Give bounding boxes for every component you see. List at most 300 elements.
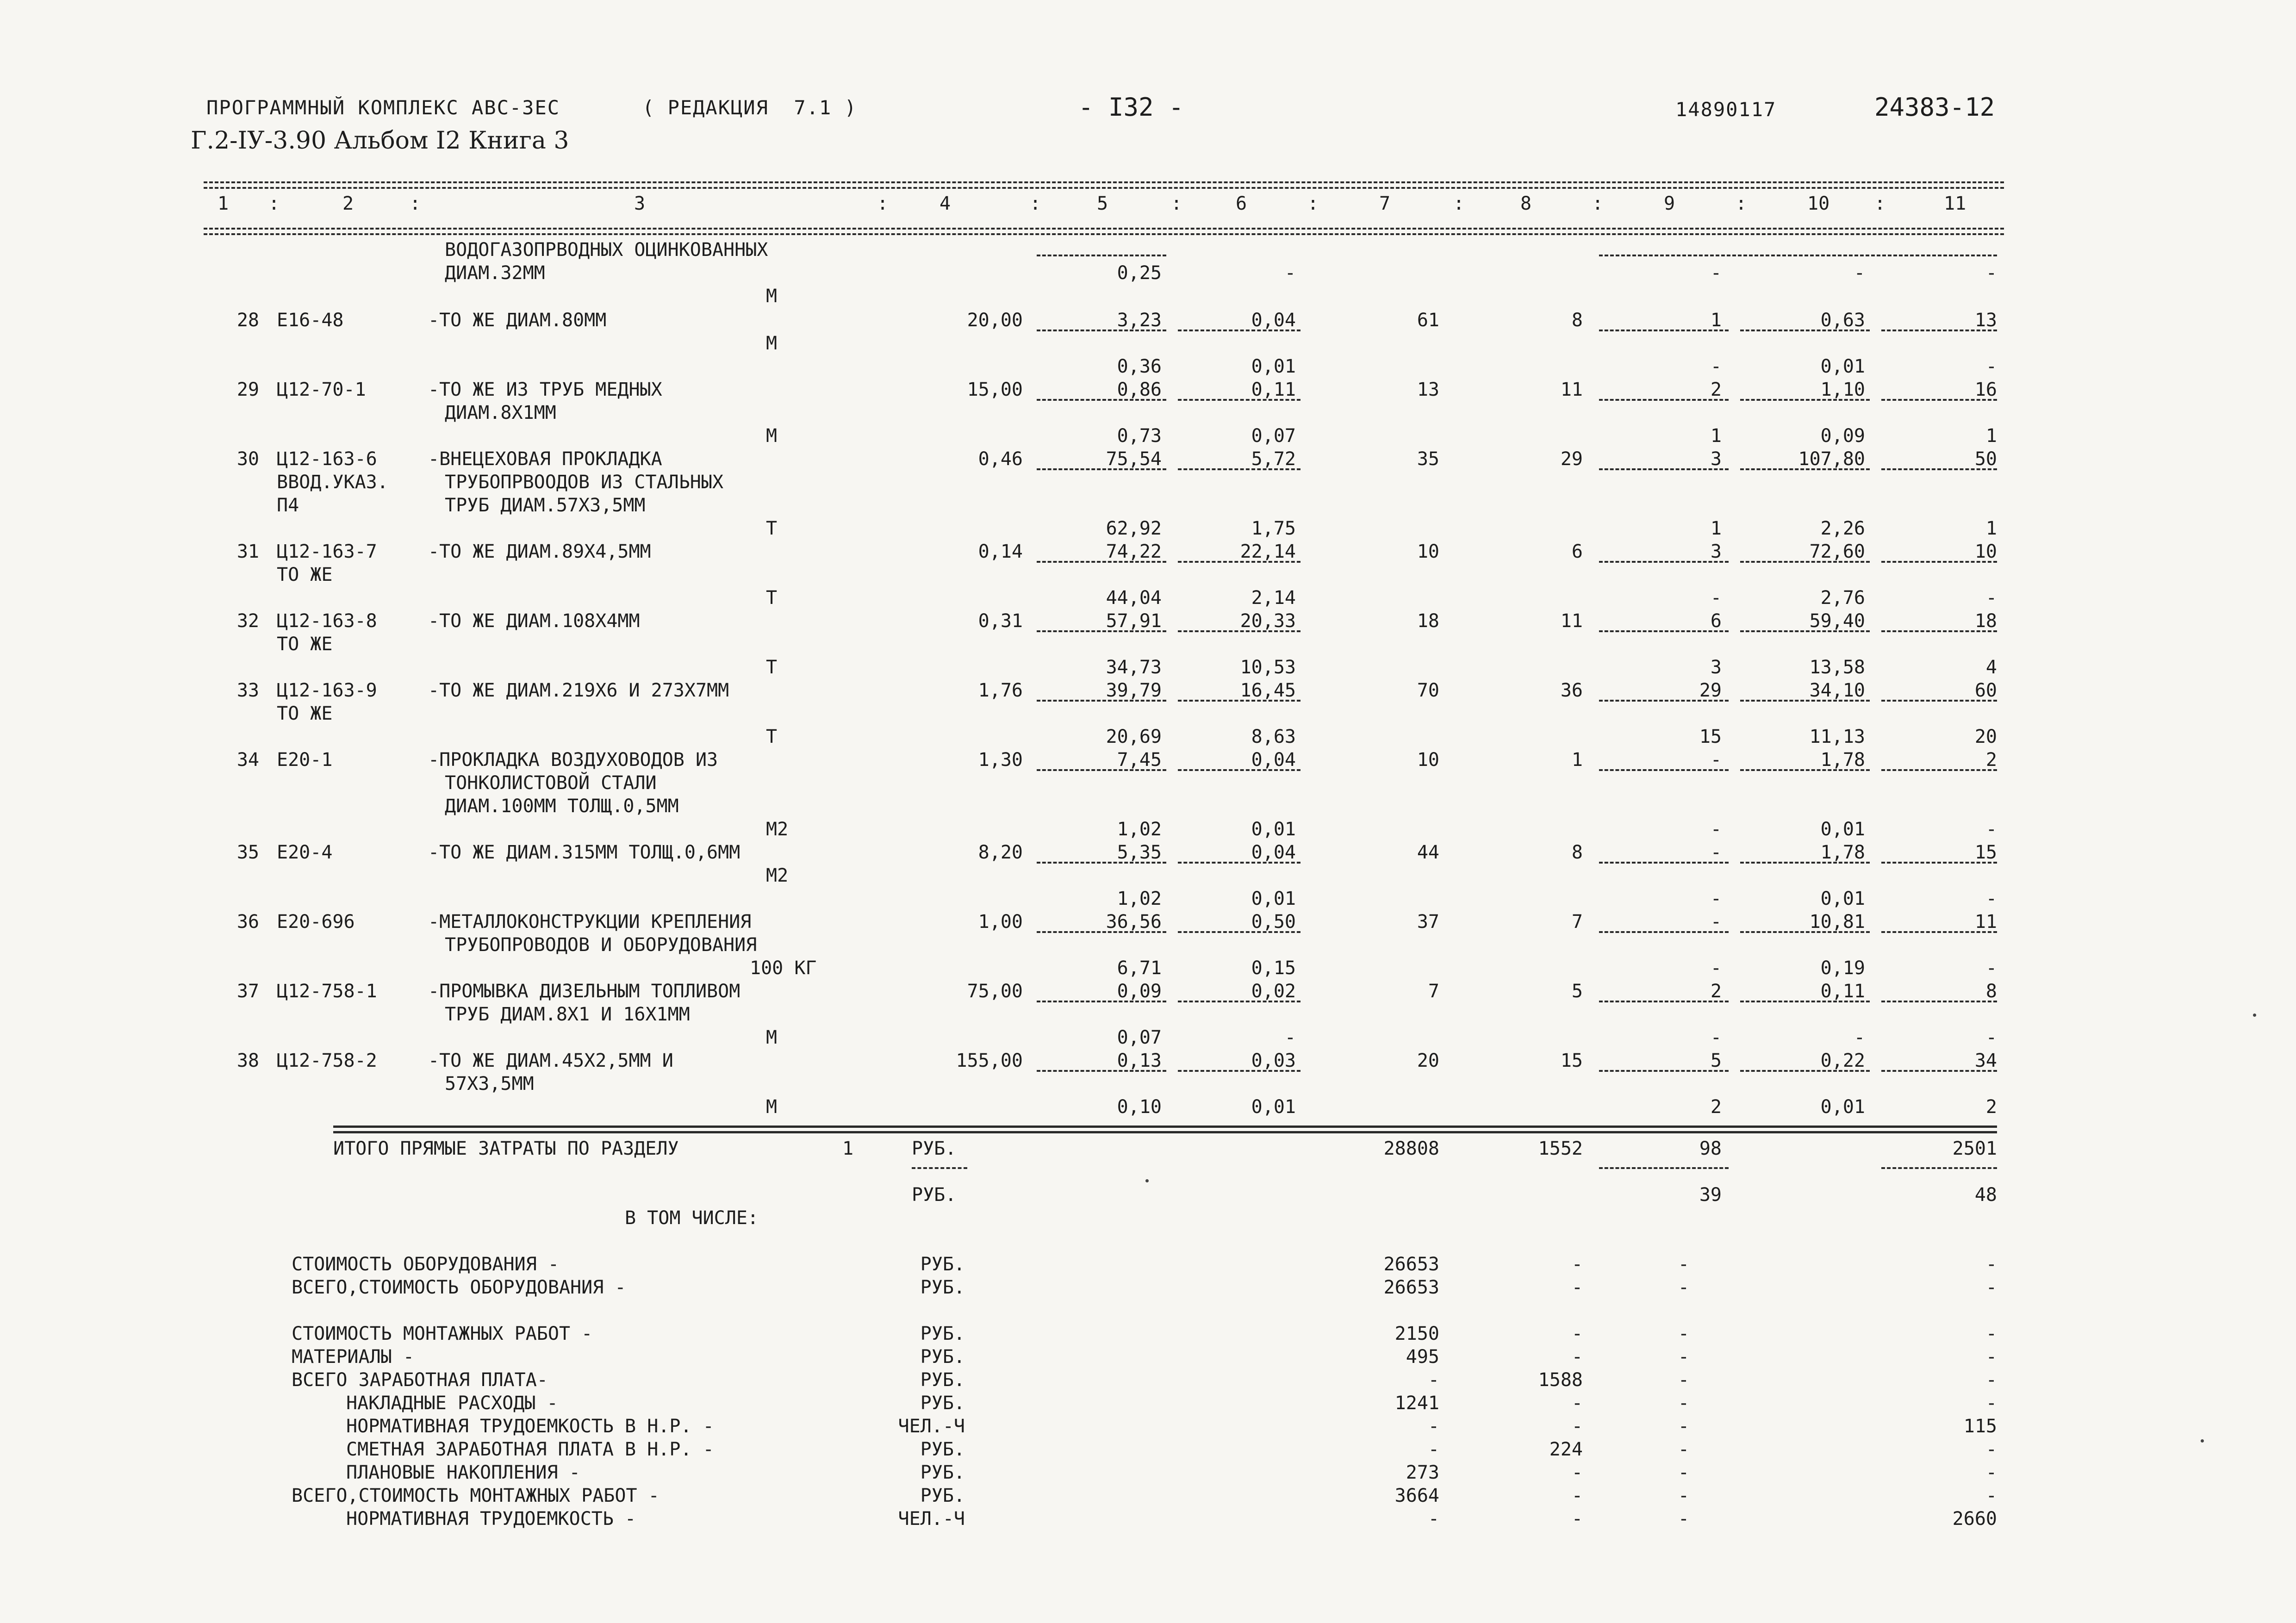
- quantity: 15,00: [967, 379, 1023, 400]
- summary-col9: -: [1678, 1393, 1689, 1414]
- item-description: -ТО ЖЕ ДИАМ.108Х4ММ: [428, 610, 640, 632]
- separator-line: [1599, 862, 1729, 864]
- item-code: Ц12-70-1: [277, 379, 366, 400]
- separator-line: [1178, 330, 1300, 331]
- separator-line: [1037, 1070, 1166, 1072]
- cell-col8: 8: [1571, 310, 1583, 331]
- cell-col5: 0,09: [1117, 981, 1162, 1002]
- cell-col9: -: [1710, 842, 1722, 863]
- edition-label: ( РЕДАКЦИЯ 7.1 ): [642, 96, 857, 119]
- cell-col11: 60: [1974, 680, 1997, 701]
- cell-col6-sub: -: [1284, 1027, 1296, 1048]
- cell-col9: 1: [1710, 310, 1722, 331]
- cell-col5: 36,56: [1106, 911, 1162, 933]
- summary-col8: -: [1571, 1508, 1583, 1530]
- item-description: -ТО ЖЕ ДИАМ.89Х4,5ММ: [428, 541, 651, 562]
- cell-col6: 0,04: [1251, 310, 1296, 331]
- summary-col8: -: [1571, 1462, 1583, 1483]
- separator-line: [912, 1167, 967, 1169]
- total-unit-2: РУБ.: [912, 1184, 957, 1206]
- cell-col7: 7: [1428, 981, 1439, 1002]
- separator-line: [1599, 330, 1729, 331]
- cell-col7: 37: [1417, 911, 1439, 933]
- summary-unit: РУБ.: [920, 1254, 965, 1275]
- separator-line: [1599, 255, 1997, 256]
- cell-col5: 0,25: [1117, 262, 1162, 284]
- cell-col10: 1,10: [1820, 379, 1865, 400]
- column-header-8: 8: [1520, 193, 1532, 214]
- cell-col7: 61: [1417, 310, 1439, 331]
- summary-col7: -: [1428, 1369, 1439, 1391]
- summary-col8: 1588: [1538, 1369, 1583, 1391]
- cell-col5-sub: 0,36: [1117, 356, 1162, 377]
- summary-label: ВСЕГО ЗАРАБОТНАЯ ПЛАТА-: [292, 1369, 548, 1391]
- separator-line: [1740, 862, 1870, 864]
- separator-line: [204, 181, 2004, 183]
- cell-col6-sub: 10,53: [1240, 657, 1296, 678]
- item-description: -ПРОМЫВКА ДИЗЕЛЬНЫМ ТОПЛИВОМ: [428, 981, 740, 1002]
- summary-col8: -: [1571, 1416, 1583, 1437]
- cell-col11-sub: -: [1985, 888, 1997, 909]
- summary-col9: -: [1678, 1254, 1689, 1275]
- summary-col9: -: [1678, 1369, 1689, 1391]
- total-label: ИТОГО ПРЯМЫЕ ЗАТРАТЫ ПО РАЗДЕЛУ: [333, 1138, 679, 1159]
- including-label: В ТОМ ЧИСЛЕ:: [625, 1207, 759, 1229]
- separator-line: [1740, 769, 1870, 771]
- cell-col10: 72,60: [1809, 541, 1865, 562]
- summary-col11: 115: [1963, 1416, 1997, 1437]
- summary-col8: -: [1571, 1254, 1583, 1275]
- cell-col10-sub: 0,19: [1820, 958, 1865, 979]
- rule-line: [333, 1126, 1997, 1128]
- summary-col7: 495: [1406, 1346, 1439, 1368]
- program-title: ПРОГРАММНЫЙ КОМПЛЕКС АВС-3ЕС: [206, 96, 560, 119]
- cell-col8: 15: [1560, 1050, 1583, 1071]
- cell-col7: 13: [1417, 379, 1439, 400]
- cell-col6: 0,11: [1251, 379, 1296, 400]
- cell-col6: 20,33: [1240, 610, 1296, 632]
- summary-col9: -: [1678, 1346, 1689, 1368]
- cell-col10: 34,10: [1809, 680, 1865, 701]
- separator-line: [1037, 630, 1166, 632]
- column-header-10: 10: [1807, 193, 1830, 214]
- separator-line: [1740, 399, 1870, 401]
- item-number: 36: [236, 911, 259, 933]
- cell-col11-sub: 4: [1985, 657, 1997, 678]
- cell-col5: 39,79: [1106, 680, 1162, 701]
- cell-col6-sub: 0,15: [1251, 958, 1296, 979]
- cell-col10-sub: 0,01: [1820, 1096, 1865, 1118]
- cell-col5: 5,35: [1117, 842, 1162, 863]
- column-header-2: 2: [342, 193, 354, 214]
- item-description: ТРУБ ДИАМ.8Х1 И 16Х1ММ: [445, 1004, 690, 1025]
- cell-col9-sub: -: [1710, 958, 1722, 979]
- cell-col5: 75,54: [1106, 448, 1162, 470]
- quantity: 0,46: [978, 448, 1023, 470]
- item-description: 57Х3,5ММ: [445, 1073, 534, 1094]
- summary-unit: РУБ.: [920, 1439, 965, 1460]
- quantity: 1,30: [978, 749, 1023, 771]
- item-number: 29: [236, 379, 259, 400]
- cell-col9-sub: -: [1710, 1027, 1722, 1048]
- separator-line: [1881, 1001, 1997, 1002]
- item-description: ТРУБОПРВООДОВ ИЗ СТАЛЬНЫХ: [445, 472, 724, 493]
- item-number: 30: [236, 448, 259, 470]
- summary-label: МАТЕРИАЛЫ -: [292, 1346, 414, 1368]
- cell-col6-sub: 2,14: [1251, 587, 1296, 609]
- cell-col8: 6: [1571, 541, 1583, 562]
- cell-col6: 5,72: [1251, 448, 1296, 470]
- cell-col11: 11: [1974, 911, 1997, 933]
- cell-col6: 0,03: [1251, 1050, 1296, 1071]
- summary-col7: -: [1428, 1439, 1439, 1460]
- cell-col5: 3,23: [1117, 310, 1162, 331]
- separator-line: [1740, 1070, 1870, 1072]
- quantity: 1,00: [978, 911, 1023, 933]
- cell-col8: 5: [1571, 981, 1583, 1002]
- cell-col9: -: [1710, 262, 1722, 284]
- item-description: -ТО ЖЕ ДИАМ.80ММ: [428, 310, 607, 331]
- total-section: 1: [842, 1138, 854, 1159]
- cell-col9-sub: -: [1710, 819, 1722, 840]
- cell-col10: 0,11: [1820, 981, 1865, 1002]
- cell-col11: 13: [1974, 310, 1997, 331]
- cell-col5-sub: 20,69: [1106, 726, 1162, 747]
- total-col7: 28808: [1383, 1138, 1439, 1159]
- separator-line: [1178, 630, 1300, 632]
- summary-unit: РУБ.: [920, 1369, 965, 1391]
- summary-col7: -: [1428, 1508, 1439, 1530]
- summary-col9: -: [1678, 1462, 1689, 1483]
- cell-col11: 34: [1974, 1050, 1997, 1071]
- cell-col10-sub: 11,13: [1809, 726, 1865, 747]
- item-code: П4: [277, 495, 299, 516]
- separator-line: [1881, 561, 1997, 563]
- separator-line: [1740, 931, 1870, 933]
- desc-line: ДИАМ.32ММ: [445, 262, 545, 284]
- item-description: -ТО ЖЕ ИЗ ТРУБ МЕДНЫХ: [428, 379, 662, 400]
- quantity: 75,00: [967, 981, 1023, 1002]
- quantity: 8,20: [978, 842, 1023, 863]
- item-description: -ТО ЖЕ ДИАМ.45Х2,5ММ И: [428, 1050, 673, 1071]
- summary-unit: РУБ.: [920, 1323, 965, 1344]
- cell-col5: 74,22: [1106, 541, 1162, 562]
- item-number: 28: [236, 310, 259, 331]
- separator-line: [1599, 561, 1729, 563]
- cell-col11-sub: -: [1985, 587, 1997, 609]
- separator-line: [1740, 630, 1870, 632]
- scan-speck: [2201, 1439, 2204, 1443]
- unit-label: М: [766, 1027, 778, 1048]
- column-header-7: 7: [1379, 193, 1391, 214]
- quantity: 20,00: [967, 310, 1023, 331]
- cell-col6-sub: 0,01: [1251, 819, 1296, 840]
- cell-col11: 50: [1974, 448, 1997, 470]
- cell-col11: 16: [1974, 379, 1997, 400]
- cell-col7: 18: [1417, 610, 1439, 632]
- cell-col10: 1,78: [1820, 749, 1865, 771]
- column-header-4: 4: [940, 193, 951, 214]
- item-description: ТОНКОЛИСТОВОЙ СТАЛИ: [445, 772, 657, 794]
- item-code: Ц12-163-6: [277, 448, 377, 470]
- summary-col11: -: [1985, 1346, 1997, 1368]
- cell-col11-sub: 20: [1974, 726, 1997, 747]
- cell-col9-sub: 15: [1699, 726, 1722, 747]
- cell-col10-sub: 0,01: [1820, 356, 1865, 377]
- cell-col10: 10,81: [1809, 911, 1865, 933]
- summary-label: НОРМАТИВНАЯ ТРУДОЕМКОСТЬ -: [346, 1508, 636, 1530]
- cell-col11-sub: -: [1985, 819, 1997, 840]
- cell-col5-sub: 1,02: [1117, 819, 1162, 840]
- summary-col11: -: [1985, 1277, 1997, 1298]
- cell-col7: 10: [1417, 541, 1439, 562]
- cell-col8: 29: [1560, 448, 1583, 470]
- cell-col9-sub: -: [1710, 888, 1722, 909]
- doc-number: 24383-12: [1874, 93, 1995, 122]
- item-code: Ц12-758-1: [277, 981, 377, 1002]
- item-number: 34: [236, 749, 259, 771]
- item-description: -ВНЕЦЕХОВАЯ ПРОКЛАДКА: [428, 448, 662, 470]
- cell-col10-sub: 2,76: [1820, 587, 1865, 609]
- cell-col6-sub: 0,01: [1251, 1096, 1296, 1118]
- cell-col10-sub: 0,01: [1820, 888, 1865, 909]
- summary-col8: 224: [1549, 1439, 1583, 1460]
- summary-label: НОРМАТИВНАЯ ТРУДОЕМКОСТЬ В Н.Р. -: [346, 1416, 714, 1437]
- summary-label: СМЕТНАЯ ЗАРАБОТНАЯ ПЛАТА В Н.Р. -: [346, 1439, 714, 1460]
- cell-col10-sub: 2,26: [1820, 518, 1865, 539]
- summary-col8: -: [1571, 1277, 1583, 1298]
- separator-line: [204, 187, 2004, 189]
- cell-col6: 16,45: [1240, 680, 1296, 701]
- cell-col5: 0,13: [1117, 1050, 1162, 1071]
- cell-col11: 2: [1985, 749, 1997, 771]
- column-divider: :: [1030, 193, 1041, 214]
- summary-col7: 1241: [1394, 1393, 1439, 1414]
- desc-line: ВОДОГАЗОПРВОДНЫХ ОЦИНКОВАННЫХ: [445, 239, 768, 261]
- cell-col6-sub: 1,75: [1251, 518, 1296, 539]
- separator-line: [1881, 630, 1997, 632]
- scan-speck: [2253, 1014, 2256, 1017]
- separator-line: [1599, 931, 1729, 933]
- column-divider: :: [1171, 193, 1182, 214]
- separator-line: [1599, 700, 1729, 702]
- cell-col10-sub: 0,09: [1820, 425, 1865, 447]
- item-code: ТО ЖЕ: [277, 703, 333, 724]
- total-col11: 2501: [1952, 1138, 1997, 1159]
- separator-line: [1178, 862, 1300, 864]
- cell-col10: -: [1854, 262, 1865, 284]
- cell-col8: 1: [1571, 749, 1583, 771]
- cell-col9-sub: 1: [1710, 425, 1722, 447]
- column-divider: :: [268, 193, 280, 214]
- column-header-1: 1: [218, 193, 229, 214]
- cell-col11-sub: 1: [1985, 425, 1997, 447]
- separator-line: [1881, 931, 1997, 933]
- summary-col7: -: [1428, 1416, 1439, 1437]
- cell-col6-sub: 0,07: [1251, 425, 1296, 447]
- summary-label: ВСЕГО,СТОИМОСТЬ МОНТАЖНЫХ РАБОТ -: [292, 1485, 660, 1506]
- cell-col9-sub: -: [1710, 587, 1722, 609]
- cell-col9: 3: [1710, 541, 1722, 562]
- cell-col9: 2: [1710, 379, 1722, 400]
- summary-label: СТОИМОСТЬ ОБОРУДОВАНИЯ -: [292, 1254, 559, 1275]
- separator-line: [1178, 399, 1300, 401]
- summary-col11: 2660: [1952, 1508, 1997, 1530]
- column-header-3: 3: [634, 193, 646, 214]
- item-code: ТО ЖЕ: [277, 634, 333, 655]
- cell-col11: 15: [1974, 842, 1997, 863]
- cell-col6-sub: 8,63: [1251, 726, 1296, 747]
- summary-col11: -: [1985, 1393, 1997, 1414]
- separator-line: [1599, 1070, 1729, 1072]
- cell-col6: 0,04: [1251, 842, 1296, 863]
- cell-col10: 1,78: [1820, 842, 1865, 863]
- cell-col6: 22,14: [1240, 541, 1296, 562]
- column-header-6: 6: [1236, 193, 1247, 214]
- separator-line: [1599, 1167, 1729, 1169]
- cell-col6: 0,04: [1251, 749, 1296, 771]
- summary-col11: -: [1985, 1369, 1997, 1391]
- summary-col11: -: [1985, 1323, 1997, 1344]
- summary-col7: 26653: [1383, 1277, 1439, 1298]
- cell-col7: 10: [1417, 749, 1439, 771]
- cell-col5-sub: 0,07: [1117, 1027, 1162, 1048]
- separator-line: [1599, 468, 1729, 470]
- item-number: 38: [236, 1050, 259, 1071]
- summary-col7: 3664: [1394, 1485, 1439, 1506]
- item-number: 32: [236, 610, 259, 632]
- separator-line: [1178, 931, 1300, 933]
- column-divider: :: [1453, 193, 1465, 214]
- separator-line: [1740, 700, 1870, 702]
- summary-unit: РУБ.: [920, 1393, 965, 1414]
- item-code: Ц12-163-8: [277, 610, 377, 632]
- separator-line: [1037, 255, 1166, 256]
- cell-col9-sub: 2: [1710, 1096, 1722, 1118]
- item-code: ВВОД.УКАЗ.: [277, 472, 388, 493]
- cell-col5: 0,86: [1117, 379, 1162, 400]
- cell-col8: 8: [1571, 842, 1583, 863]
- item-code: ТО ЖЕ: [277, 564, 333, 585]
- cell-col11-sub: 1: [1985, 518, 1997, 539]
- summary-col11: -: [1985, 1462, 1997, 1483]
- summary-col9: -: [1678, 1485, 1689, 1506]
- cell-col5-sub: 1,02: [1117, 888, 1162, 909]
- total-col8: 1552: [1538, 1138, 1583, 1159]
- separator-line: [1599, 769, 1729, 771]
- separator-line: [1881, 399, 1997, 401]
- cell-col5: 57,91: [1106, 610, 1162, 632]
- cell-col9: -: [1710, 911, 1722, 933]
- summary-label: ВСЕГО,СТОИМОСТЬ ОБОРУДОВАНИЯ -: [292, 1277, 626, 1298]
- cell-col6: 0,02: [1251, 981, 1296, 1002]
- separator-line: [1740, 1001, 1870, 1002]
- column-divider: :: [1736, 193, 1747, 214]
- item-code: Ц12-163-9: [277, 680, 377, 701]
- cell-col6: -: [1284, 262, 1296, 284]
- summary-col7: 2150: [1394, 1323, 1439, 1344]
- item-description: -ПРОКЛАДКА ВОЗДУХОВОДОВ ИЗ: [428, 749, 718, 771]
- summary-col11: -: [1985, 1485, 1997, 1506]
- cell-col7: 20: [1417, 1050, 1439, 1071]
- unit-label: М2: [766, 865, 789, 886]
- separator-line: [1740, 468, 1870, 470]
- separator-line: [1178, 1001, 1300, 1002]
- column-divider: :: [410, 193, 421, 214]
- unit-label: Т: [766, 726, 778, 747]
- summary-col9: -: [1678, 1277, 1689, 1298]
- cell-col10-sub: -: [1854, 1027, 1865, 1048]
- item-number: 37: [236, 981, 259, 1002]
- unit-label: М: [766, 425, 778, 447]
- item-description: ТРУБ ДИАМ.57Х3,5ММ: [445, 495, 646, 516]
- separator-line: [1599, 630, 1729, 632]
- cell-col10: 59,40: [1809, 610, 1865, 632]
- separator-line: [1037, 1001, 1166, 1002]
- quantity: 1,76: [978, 680, 1023, 701]
- doc-code: 14890117: [1675, 98, 1777, 121]
- scan-speck: [1145, 1179, 1149, 1182]
- item-code: Ц12-163-7: [277, 541, 377, 562]
- cell-col11: -: [1985, 262, 1997, 284]
- cell-col9: 5: [1710, 1050, 1722, 1071]
- summary-col9: -: [1678, 1439, 1689, 1460]
- item-number: 31: [236, 541, 259, 562]
- separator-line: [1178, 561, 1300, 563]
- separator-line: [1881, 330, 1997, 331]
- item-code: Е20-1: [277, 749, 333, 771]
- column-header-5: 5: [1097, 193, 1108, 214]
- summary-col11: -: [1985, 1254, 1997, 1275]
- item-number: 35: [236, 842, 259, 863]
- unit-label: М2: [766, 819, 789, 840]
- column-header-11: 11: [1944, 193, 1966, 214]
- separator-line: [1599, 1001, 1729, 1002]
- separator-line: [204, 233, 2004, 235]
- separator-line: [1037, 468, 1166, 470]
- cell-col10: 107,80: [1798, 448, 1865, 470]
- item-code: Е16-48: [277, 310, 344, 331]
- cell-col6-sub: 0,01: [1251, 888, 1296, 909]
- separator-line: [1881, 1070, 1997, 1072]
- cell-col6: 0,50: [1251, 911, 1296, 933]
- separator-line: [1881, 1167, 1997, 1169]
- item-code: Е20-4: [277, 842, 333, 863]
- column-divider: :: [1592, 193, 1604, 214]
- summary-unit: РУБ.: [920, 1277, 965, 1298]
- page-number: - I32 -: [1078, 93, 1184, 122]
- separator-line: [1178, 700, 1300, 702]
- unit-label: 100 КГ: [750, 958, 817, 979]
- column-divider: :: [877, 193, 889, 214]
- summary-col8: -: [1571, 1485, 1583, 1506]
- separator-line: [1881, 700, 1997, 702]
- quantity: 155,00: [956, 1050, 1023, 1071]
- separator-line: [1599, 399, 1729, 401]
- cell-col5-sub: 62,92: [1106, 518, 1162, 539]
- separator-line: [1740, 561, 1870, 563]
- summary-col8: -: [1571, 1323, 1583, 1344]
- item-description: ТРУБОПРОВОДОВ И ОБОРУДОВАНИЯ: [445, 934, 757, 956]
- quantity: 0,14: [978, 541, 1023, 562]
- item-description: ДИАМ.8Х1ММ: [445, 402, 556, 423]
- summary-label: НАКЛАДНЫЕ РАСХОДЫ -: [346, 1393, 558, 1414]
- cell-col11: 18: [1974, 610, 1997, 632]
- cell-col7: 70: [1417, 680, 1439, 701]
- item-description: -ТО ЖЕ ДИАМ.315ММ ТОЛЩ.0,6ММ: [428, 842, 740, 863]
- summary-label: СТОИМОСТЬ МОНТАЖНЫХ РАБОТ -: [292, 1323, 593, 1344]
- summary-col8: -: [1571, 1346, 1583, 1368]
